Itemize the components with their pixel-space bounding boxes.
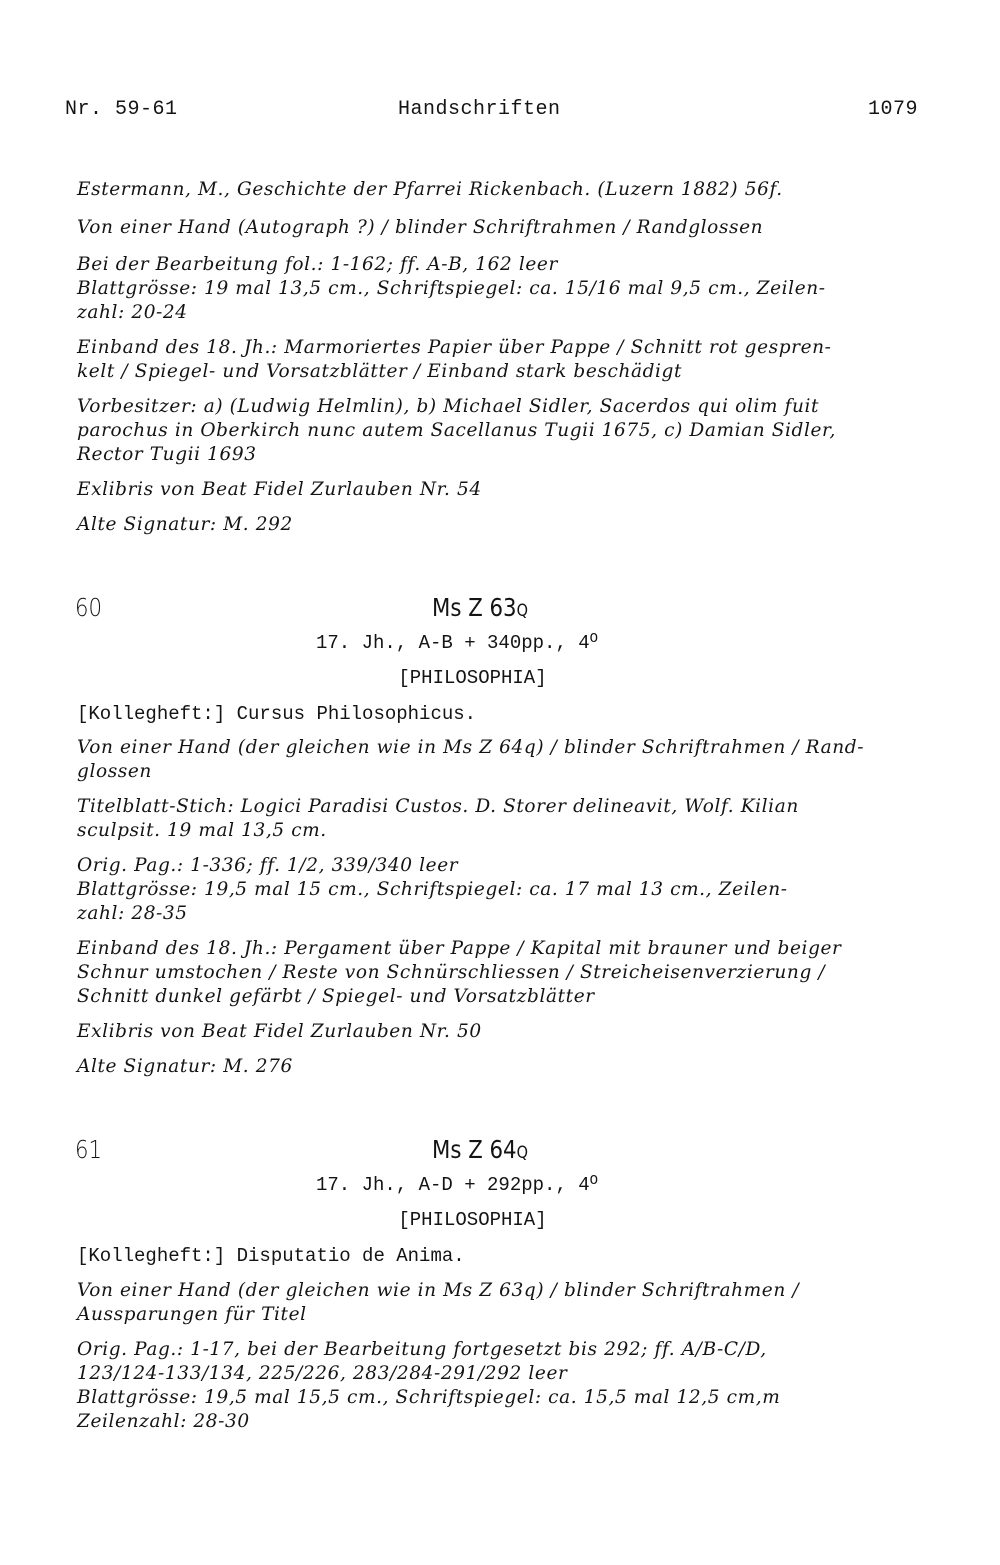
shelfmark-suffix: Q: [516, 1143, 528, 1163]
line-count: Zeilenzahl: 28-30: [77, 1411, 250, 1432]
entry-genre: [PHILOSOPHIA]: [398, 1209, 547, 1231]
dimensions-line: Blattgrösse: 19 mal 13,5 cm., Schriftspiegel: ca. 15/16 mal 9,5 cm., Zeilen-: [77, 278, 826, 299]
foliation: Bei der Bearbeitung fol.: 1-162; ff. A-B, 162 leer: [77, 254, 558, 275]
hand-description: Aussparungen für Titel: [77, 1304, 307, 1325]
provenance-line: Vorbesitzer: a) (Ludwig Helmlin), b) Michael Sidler, Sacerdos qui olim fuit: [77, 396, 820, 417]
date-extent-text: 17. Jh., A-B + 340pp., 4: [316, 632, 590, 654]
entry-date-extent: [316, 1174, 598, 1196]
binding-line: Schnur umstochen / Reste von Schnürschliessen / Streicheisenverzierung /: [77, 962, 826, 983]
dimensions-line: zahl: 28-35: [77, 903, 188, 924]
hand-description: Von einer Hand (der gleichen wie in Ms Z 64q) / blinder Schriftrahmen / Rand-: [77, 737, 865, 758]
binding-line: Schnitt dunkel gefärbt / Spiegel- und Vorsatzblätter: [77, 986, 595, 1007]
bibliography-line: Estermann, M., Geschichte der Pfarrei Rickenbach. (Luzern 1882) 56f.: [77, 179, 783, 200]
shelfmark-text: Ms Z 63: [432, 593, 517, 622]
entry-genre: [PHILOSOPHIA]: [398, 667, 547, 689]
hand-description: Von einer Hand (der gleichen wie in Ms Z 63q) / blinder Schriftrahmen /: [77, 1280, 800, 1301]
dimensions-line: Blattgrösse: 19,5 mal 15 cm., Schriftspiegel: ca. 17 mal 13 cm., Zeilen-: [77, 879, 788, 900]
pagination-line: Orig. Pag.: 1-336; ff. 1/2, 339/340 leer: [77, 855, 459, 876]
old-signature-line: Alte Signatur: M. 292: [77, 514, 293, 535]
shelfmark-text: Ms Z 64: [432, 1135, 517, 1164]
pagination-line: 123/124-133/134, 225/226, 283/284-291/292 leer: [77, 1363, 568, 1384]
format-degree: O: [589, 1173, 599, 1189]
entry-date-extent: [316, 632, 598, 654]
engraving-line: sculpsit. 19 mal 13,5 cm.: [77, 820, 327, 841]
binding-line: kelt / Spiegel- und Vorsatzblätter / Einband stark beschädigt: [77, 361, 683, 382]
exlibris-line: Exlibris von Beat Fidel Zurlauben Nr. 50: [77, 1021, 482, 1042]
provenance-line: Rector Tugii 1693: [77, 444, 257, 465]
hand-description: glossen: [77, 761, 152, 782]
entry-number: 60: [75, 593, 103, 622]
dimensions-line: Blattgrösse: 19,5 mal 15,5 cm., Schriftspiegel: ca. 15,5 mal 12,5 cm,m: [77, 1387, 781, 1408]
running-header: [0, 98, 1000, 128]
dimensions-line: zahl: 20-24: [77, 302, 188, 323]
shelfmark-suffix: Q: [516, 601, 528, 621]
entry-shelfmark: [72, 1135, 888, 1164]
provenance-line: parochus in Oberkirch nunc autem Sacellanus Tugii 1675, c) Damian Sidler,: [77, 420, 836, 441]
old-signature-line: Alte Signatur: M. 276: [77, 1056, 293, 1077]
binding-line: Einband des 18. Jh.: Marmoriertes Papier über Pappe / Schnitt rot gespren-: [77, 337, 832, 358]
entry-number: 61: [75, 1135, 103, 1164]
engraving-line: Titelblatt-Stich: Logici Paradisi Custos. D. Storer delineavit, Wolf. Kilian: [77, 796, 799, 817]
header-entry-range: Nr. 59-61: [65, 98, 178, 121]
exlibris-line: Exlibris von Beat Fidel Zurlauben Nr. 54: [77, 479, 482, 500]
entry-title-text: [Kollegheft:] Disputatio de Anima.: [77, 1245, 465, 1267]
format-degree: O: [589, 631, 599, 647]
binding-line: Einband des 18. Jh.: Pergament über Pappe / Kapital mit brauner und beiger: [77, 938, 842, 959]
hand-description: Von einer Hand (Autograph ?) / blinder Schriftrahmen / Randglossen: [77, 217, 764, 238]
entry-shelfmark: [72, 593, 888, 622]
pagination-line: Orig. Pag.: 1-17, bei der Bearbeitung fortgesetzt bis 292; ff. A/B-C/D,: [77, 1339, 767, 1360]
header-title: Handschriften: [398, 98, 561, 121]
date-extent-text: 17. Jh., A-D + 292pp., 4: [316, 1174, 590, 1196]
entry-title-text: [Kollegheft:] Cursus Philosophicus.: [77, 703, 477, 725]
header-page-number: 1079: [868, 98, 919, 121]
